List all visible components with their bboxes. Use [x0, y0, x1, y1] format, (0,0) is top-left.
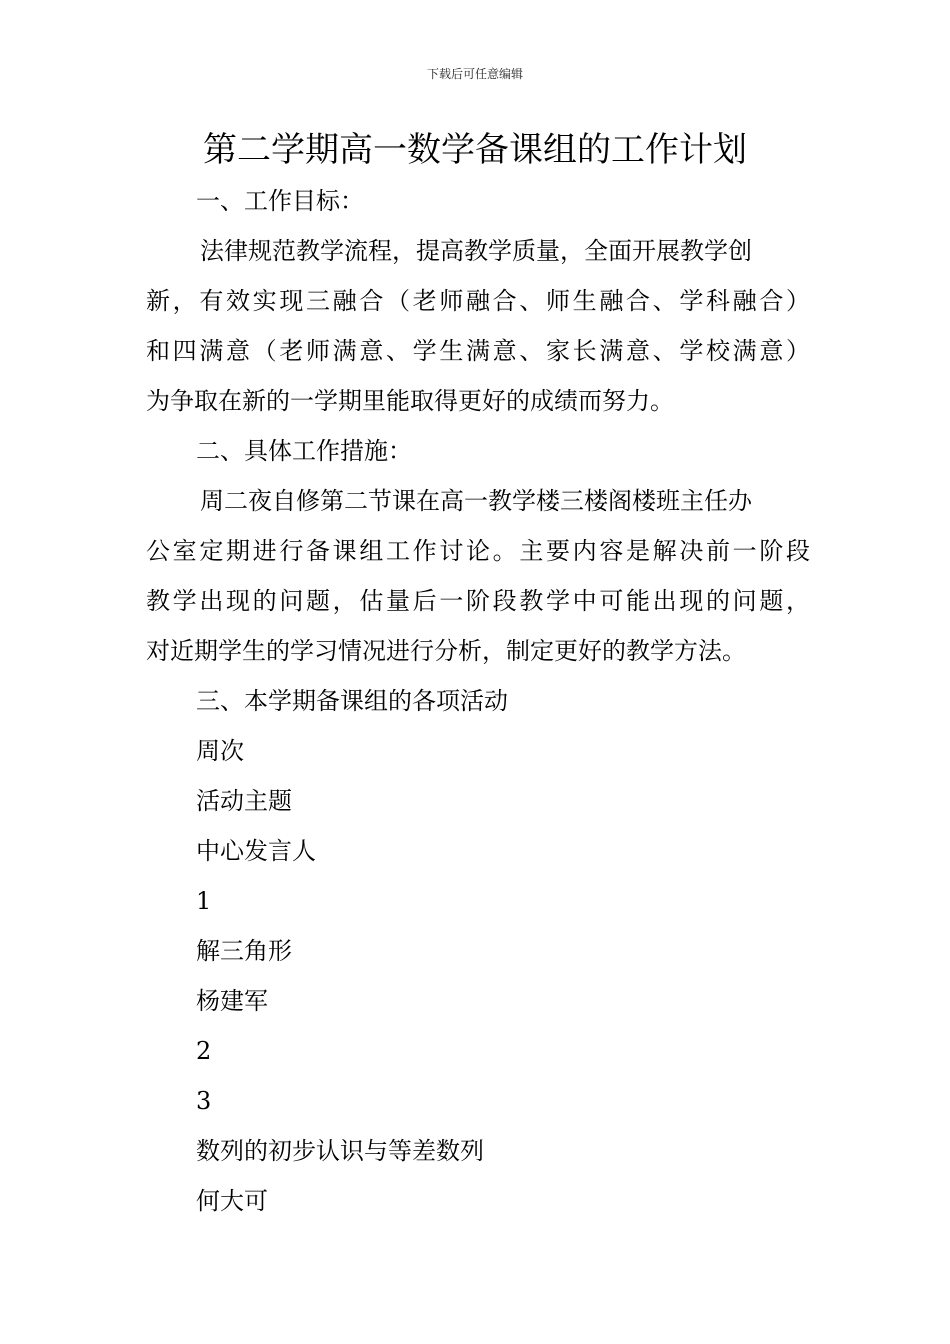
- paragraph-goals-line: 为争取在新的一学期里能取得更好的成绩而努力。: [146, 387, 674, 415]
- paragraph-measures-line: 公室定期进行备课组工作讨论。主要内容是解决前一阶段: [146, 537, 810, 565]
- table-header-speaker: 中心发言人: [196, 837, 316, 865]
- paragraph-measures-line: 周二夜自修第二节课在高一教学楼三楼阁楼班主任办: [200, 487, 752, 515]
- paragraph-goals-line: 和四满意（老师满意、学生满意、家长满意、学校满意）: [146, 337, 810, 365]
- table-cell-topic: 数列的初步认识与等差数列: [196, 1137, 484, 1165]
- table-cell-speaker: 杨建军: [196, 987, 268, 1015]
- table-header-topic: 活动主题: [196, 787, 292, 815]
- paragraph-measures-line: 教学出现的问题，估量后一阶段教学中可能出现的问题，: [146, 587, 810, 615]
- paragraph-goals-line: 新，有效实现三融合（老师融合、师生融合、学科融合）: [146, 287, 810, 315]
- document-body: [146, 176, 810, 1226]
- paragraph-goals-line: 法律规范教学流程，提高教学质量，全面开展教学创: [200, 237, 752, 265]
- table-cell-week: 1: [196, 887, 212, 915]
- section-heading-measures: 二、具体工作措施：: [196, 437, 412, 465]
- section-heading-activities: 三、本学期备课组的各项活动: [196, 687, 508, 715]
- table-header-week: 周次: [196, 737, 244, 765]
- table-cell-speaker: 何大可: [196, 1187, 268, 1215]
- document-title: 第二学期高一数学备课组的工作计划: [203, 130, 747, 170]
- section-heading-goals: 一、工作目标：: [196, 187, 364, 215]
- paragraph-measures-line: 对近期学生的学习情况进行分析，制定更好的教学方法。: [146, 637, 746, 665]
- header-note: 下载后可任意编辑: [426, 67, 523, 81]
- table-cell-week: 2: [196, 1037, 212, 1065]
- table-cell-topic: 解三角形: [196, 937, 292, 965]
- table-cell-week: 3: [196, 1087, 212, 1115]
